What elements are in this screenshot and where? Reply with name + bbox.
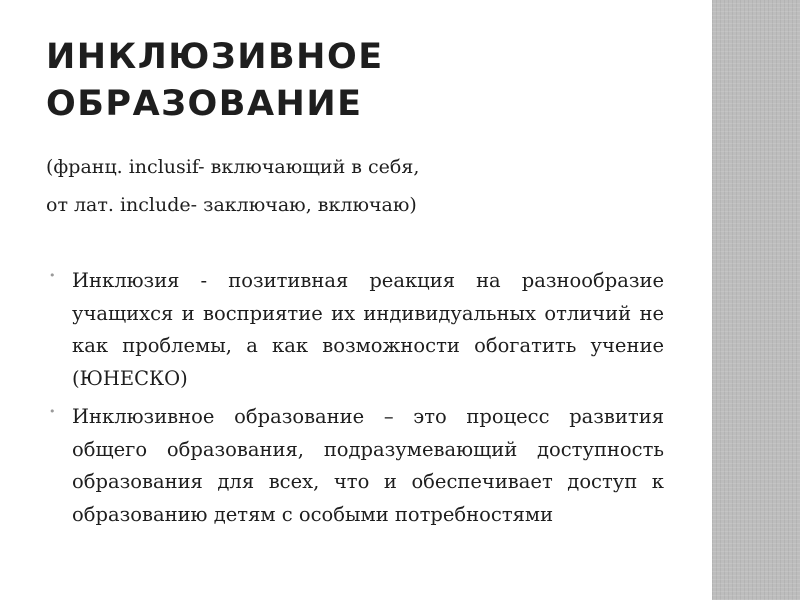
slide-title-line-1: ИНКЛЮЗИВНОЕ <box>46 37 384 77</box>
bullet-dot-icon: • <box>49 405 56 418</box>
decorative-side-band <box>712 0 800 600</box>
etymology-note <box>46 148 686 224</box>
slide-title <box>46 34 686 128</box>
etymology-line-2: от лат. include- заключаю, включаю) <box>46 194 417 216</box>
etymology-line-1: (франц. inclusif- включающий в себя, <box>46 156 420 178</box>
bullet-text-inclusion: Инклюзия - позитивная реакция на разнообразие учащихся и восприятие их индивидуальных отличий не как проблемы, а как возможности обогатить учение (ЮНЕСКО) <box>72 269 664 390</box>
bullet-item <box>46 265 664 395</box>
slide-title-line-2: ОБРАЗОВАНИЕ <box>46 84 363 124</box>
bullet-list <box>46 265 664 537</box>
bullet-item <box>46 401 664 531</box>
bullet-text-inclusive-education: Инклюзивное образование – это процесс развития общего образования, подразумевающий доступность образования для всех, что и обеспечивает доступ к образованию детям с особыми потребностями <box>72 405 664 526</box>
bullet-dot-icon: • <box>49 269 56 282</box>
